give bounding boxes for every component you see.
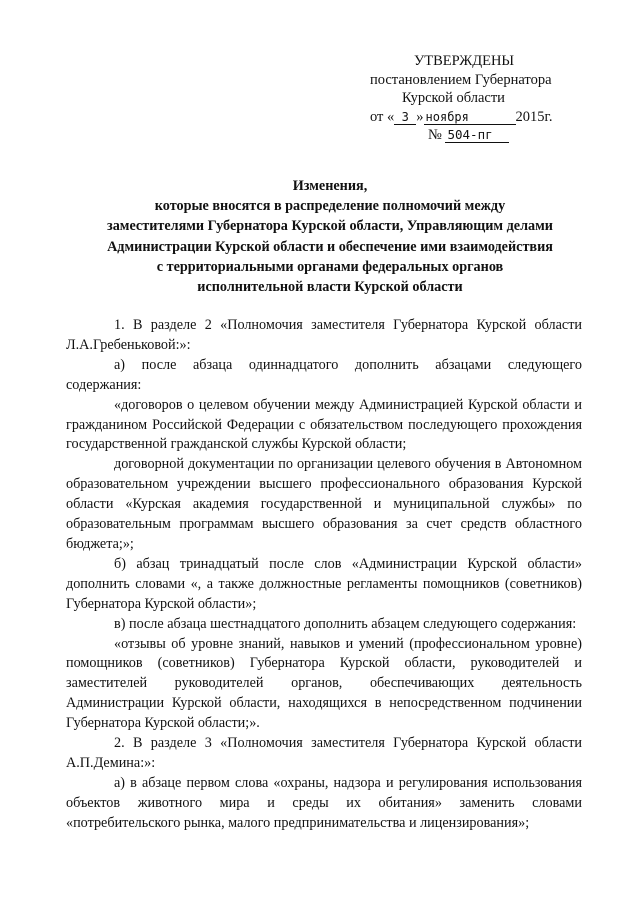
date-mid: »: [416, 108, 424, 125]
title-line: которые вносятся в распределение полномочий между: [154, 198, 506, 215]
paragraph: 1. В разделе 2 «Полномочия заместителя Губернатора Курской области Л.А.Гребеньковой:»:: [66, 317, 582, 353]
approval-title: УТВЕРЖДЕНЫ: [414, 53, 515, 69]
document-body: [66, 316, 582, 834]
date-day: 3: [394, 110, 416, 125]
date-prefix: от «: [370, 108, 395, 125]
paragraph: а) в абзаце первом слова «охраны, надзора и регулирования использования объектов животного мира и среды их обитания» заменить словами «потребительского рынка, малого предпринимательства и лицензирования»;: [66, 774, 582, 831]
date-year: 2015г.: [515, 108, 553, 125]
approval-resolution: постановлением Губернатора: [370, 71, 552, 88]
paragraph: «отзывы об уровне знаний, навыков и умений (профессиональном уровне) помощников (советников) Губернатора Курской области, руководителей и заместителей руководителей органов, обеспечивающих деятельность Администрации Курской области, находящихся в непосредственном подчинении Губернатора Курской области;».: [66, 635, 582, 732]
paragraph: в) после абзаца шестнадцатого дополнить абзацем следующего содержания:: [114, 615, 577, 632]
number-prefix: №: [428, 127, 442, 144]
approval-region: Курской области: [402, 90, 505, 107]
paragraph: «договоров о целевом обучении между Администрацией Курской области и гражданином Российской Федерации с обязательством последующего прохождения государственной гражданской службы Курской области;: [66, 396, 582, 453]
number-value: 504-пг: [445, 128, 509, 143]
title-line: Администрации Курской области и обеспечение ими взаимодействия: [107, 238, 553, 255]
paragraph: договорной документации по организации целевого обучения в Автономном образовательном учреждении высшего профессионального образования Курской области «Курская академия государственной и муниципальной службы» по образовательным программам высшего образования за счет средств областного бюджета;»;: [66, 456, 582, 552]
title-line: исполнительной власти Курской области: [197, 279, 463, 296]
date-month: ноября: [424, 110, 516, 125]
paragraph: 2. В разделе 3 «Полномочия заместителя Губернатора Курской области А.П.Демина:»:: [66, 735, 582, 771]
approval-block: [360, 52, 580, 145]
document-title: [60, 176, 600, 297]
title-line: заместителями Губернатора Курской области, Управляющим делами: [107, 218, 553, 235]
approval-number: [360, 126, 580, 145]
approval-date: [360, 108, 580, 127]
title-line: Изменения,: [292, 178, 368, 194]
paragraph: а) после абзаца одиннадцатого дополнить абзацами следующего содержания:: [66, 356, 582, 393]
paragraph: б) абзац тринадцатый после слов «Администрации Курской области» дополнить словами «, а также должностные регламенты помощников (советников) Губернатора Курской области»;: [66, 555, 582, 612]
title-line: с территориальными органами федеральных органов: [156, 258, 504, 275]
